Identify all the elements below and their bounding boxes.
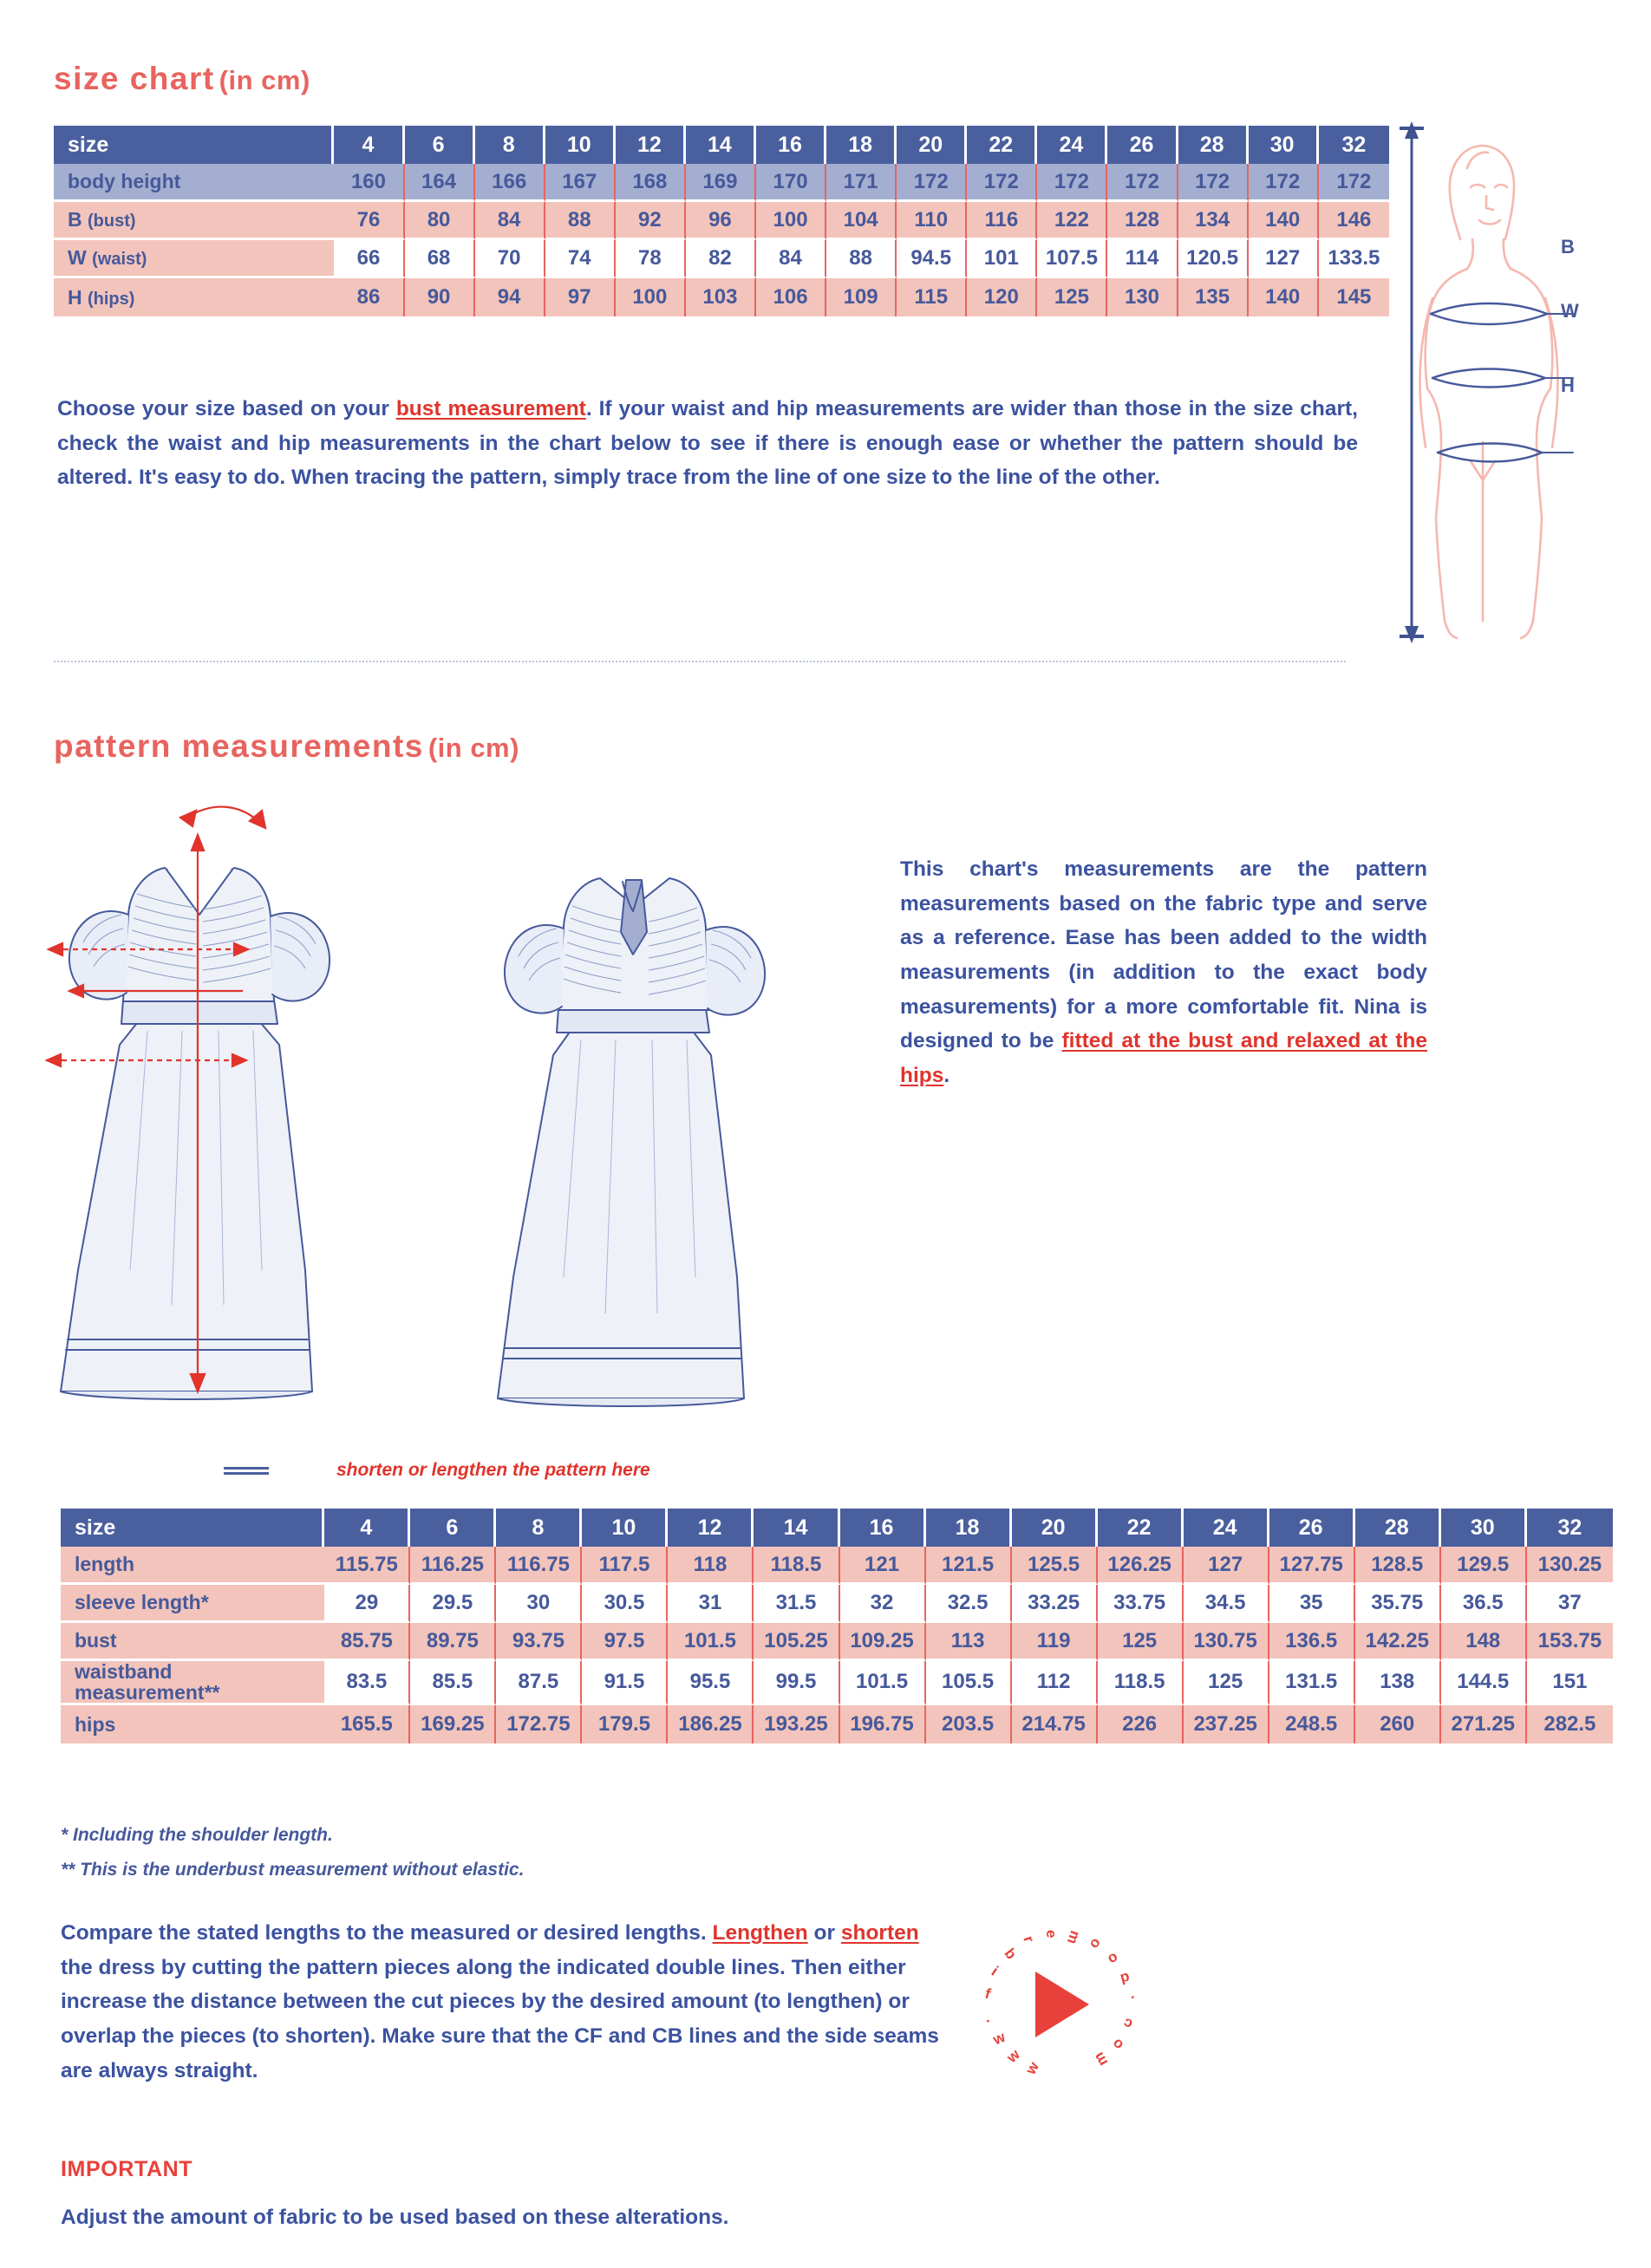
pattern-measurements-header-row [61, 1509, 1613, 1547]
pattern-cell: 95.5 [668, 1661, 754, 1705]
table-row [54, 202, 1389, 240]
size-chart-table [54, 126, 1389, 316]
alteration-instructions [61, 1916, 945, 2088]
size-chart-cell: 104 [826, 202, 897, 240]
pattern-size-column-30: 30 [1441, 1509, 1527, 1547]
size-chart-cell: 109 [826, 278, 897, 316]
size-chart-cell: 127 [1249, 240, 1319, 278]
size-chart-cell: 172 [1037, 164, 1107, 202]
size-chart-cell: 88 [826, 240, 897, 278]
size-chart-size-column-32: 32 [1319, 126, 1389, 164]
pattern-cell: 131.5 [1269, 1661, 1355, 1705]
size-chart-cell: 169 [686, 164, 756, 202]
size-chart-cell: 115 [897, 278, 967, 316]
logo-ring-char: c [1120, 2014, 1135, 2033]
size-chart-cell: 135 [1178, 278, 1249, 316]
size-chart-cell: 78 [616, 240, 686, 278]
pattern-size-column-10: 10 [582, 1509, 668, 1547]
pattern-size-column-32: 32 [1527, 1509, 1613, 1547]
pattern-cell: 112 [1012, 1661, 1098, 1705]
size-chart-cell: 84 [756, 240, 826, 278]
pattern-cell: 101.5 [668, 1623, 754, 1661]
bust-marker-label: B [1561, 236, 1575, 257]
pattern-cell: 29.5 [410, 1585, 496, 1623]
size-chart-size-column-30: 30 [1249, 126, 1319, 164]
pattern-cell: 128.5 [1355, 1547, 1441, 1585]
pattern-cell: 179.5 [582, 1705, 668, 1743]
dress-back-technical-drawing [468, 802, 850, 1426]
pattern-cell: 125 [1184, 1661, 1269, 1705]
logo-ring-char: . [985, 2009, 991, 2026]
size-chart-size-column-26: 26 [1107, 126, 1178, 164]
legend-label: shorten or lengthen the pattern here [336, 1460, 650, 1480]
footnote-two: ** This is the underbust measurement without elastic. [61, 1860, 525, 1880]
size-chart-size-column-24: 24 [1037, 126, 1107, 164]
pattern-note-part-2: . [943, 1064, 950, 1088]
size-chart-cell: 82 [686, 240, 756, 278]
table-row [54, 278, 1389, 316]
size-chart-cell: 171 [826, 164, 897, 202]
size-chart-instructions [57, 392, 1358, 495]
size-chart-cell: 164 [405, 164, 475, 202]
size-chart-cell: 168 [616, 164, 686, 202]
pattern-measurements-title [54, 728, 519, 765]
important-heading: IMPORTANT [61, 2157, 193, 2181]
pattern-size-column-6: 6 [410, 1509, 496, 1547]
size-chart-cell: 66 [334, 240, 404, 278]
size-chart-cell: 130 [1107, 278, 1178, 316]
size-chart-cell: 172 [1249, 164, 1319, 202]
size-chart-title-sub: (in cm) [219, 65, 310, 95]
pattern-row-label: hips [61, 1705, 324, 1743]
size-chart-cell: 100 [756, 202, 826, 240]
pattern-size-column-20: 20 [1012, 1509, 1098, 1547]
size-chart-cell: 145 [1319, 278, 1389, 316]
pattern-cell: 31.5 [754, 1585, 839, 1623]
logo-ring-char: o [1086, 1935, 1106, 1953]
size-chart-cell: 134 [1178, 202, 1249, 240]
pattern-cell: 144.5 [1441, 1661, 1527, 1705]
size-chart-cell: 88 [545, 202, 616, 240]
size-chart-cell: 120 [967, 278, 1037, 316]
alteration-instruction-part-1[interactable]: Lengthen [712, 1921, 808, 1945]
logo-ring-char: m [1063, 1928, 1084, 1946]
size-chart-cell: 140 [1249, 202, 1319, 240]
pattern-cell: 35.75 [1355, 1585, 1441, 1623]
pattern-cell: 89.75 [410, 1623, 496, 1661]
pattern-cell: 30 [496, 1585, 582, 1623]
pattern-cell: 121 [840, 1547, 926, 1585]
size-chart-cell: 167 [545, 164, 616, 202]
pattern-size-column-28: 28 [1355, 1509, 1441, 1547]
table-row [61, 1623, 1613, 1661]
size-chart-cell: 116 [967, 202, 1037, 240]
logo-ring-char: f [983, 1984, 993, 2003]
logo-ring-char: o [1108, 2035, 1127, 2054]
size-chart-title [54, 61, 310, 97]
alteration-instruction-part-2: or [807, 1921, 841, 1945]
pattern-measurements-table [61, 1509, 1613, 1743]
pattern-cell: 142.25 [1355, 1623, 1441, 1661]
size-chart-cell: 125 [1037, 278, 1107, 316]
size-chart-cell: 90 [405, 278, 475, 316]
pattern-measurements-title-sub: (in cm) [427, 733, 519, 763]
pattern-cell: 37 [1527, 1585, 1613, 1623]
size-chart-cell: 94.5 [897, 240, 967, 278]
size-chart-size-column-28: 28 [1178, 126, 1249, 164]
play-triangle-icon [1035, 1971, 1089, 2037]
pattern-cell: 33.75 [1098, 1585, 1184, 1623]
size-chart-row-label: body height [54, 164, 334, 202]
pattern-size-column-26: 26 [1269, 1509, 1355, 1547]
pattern-size-column-18: 18 [926, 1509, 1012, 1547]
logo-ring-char: w [990, 2028, 1008, 2049]
table-row [61, 1705, 1613, 1743]
size-chart-row-label: W (waist) [54, 240, 334, 278]
pattern-cell: 34.5 [1184, 1585, 1269, 1623]
pattern-cell: 35 [1269, 1585, 1355, 1623]
logo-ring-char: w [1022, 2059, 1043, 2077]
pattern-cell: 214.75 [1012, 1705, 1098, 1743]
pattern-cell: 130.75 [1184, 1623, 1269, 1661]
size-chart-cell: 128 [1107, 202, 1178, 240]
table-row [54, 240, 1389, 278]
pattern-cell: 105.25 [754, 1623, 839, 1661]
table-row [61, 1585, 1613, 1623]
pattern-row-label: sleeve length* [61, 1585, 324, 1623]
pattern-cell: 87.5 [496, 1661, 582, 1705]
size-chart-size-column-14: 14 [686, 126, 756, 164]
size-chart-cell: 172 [967, 164, 1037, 202]
size-chart-cell: 84 [475, 202, 545, 240]
pattern-cell: 91.5 [582, 1661, 668, 1705]
alteration-instruction-part-3[interactable]: shorten [840, 1921, 919, 1945]
pattern-size-column-12: 12 [668, 1509, 754, 1547]
pattern-cell: 33.25 [1012, 1585, 1098, 1623]
pattern-note-part-0: This chart's measurements are the pattern measurements based on the fabric type and serve as a reference. Ease has been added to the width measurements (in addition to the exact body measurements) for a more comfortable fit. Nina is designed to be [900, 857, 1427, 1053]
pattern-cell: 119 [1012, 1623, 1098, 1661]
pattern-measurements-title-main: pattern measurements [54, 728, 424, 764]
logo-ring-char: r [1020, 1933, 1038, 1945]
pattern-cell: 153.75 [1527, 1623, 1613, 1661]
size-chart-cell: 68 [405, 240, 475, 278]
size-chart-cell: 110 [897, 202, 967, 240]
pattern-cell: 271.25 [1441, 1705, 1527, 1743]
hips-marker-label: H [1561, 375, 1575, 396]
size-chart-instruction-part-2: . If your waist and hip measurements are wider than those in the size chart, check the waist and hip measurements in the chart below to see if there is enough ease or whether the pattern should be altered. It's easy to do. When tracing the pattern, simply trace from the line of one size to the line of the other. [57, 397, 1358, 490]
pattern-cell: 31 [668, 1585, 754, 1623]
pattern-cell: 237.25 [1184, 1705, 1269, 1743]
pattern-cell: 117.5 [582, 1547, 668, 1585]
size-chart-size-column-16: 16 [756, 126, 826, 164]
size-chart-cell: 172 [1107, 164, 1178, 202]
size-chart-cell: 146 [1319, 202, 1389, 240]
size-chart-row-label: H (hips) [54, 278, 334, 316]
pattern-cell: 93.75 [496, 1623, 582, 1661]
size-chart-row-label: B (bust) [54, 202, 334, 240]
pattern-cell: 130.25 [1527, 1547, 1613, 1585]
size-chart-size-column-10: 10 [545, 126, 616, 164]
pattern-cell: 186.25 [668, 1705, 754, 1743]
size-chart-cell: 86 [334, 278, 404, 316]
size-chart-cell: 97 [545, 278, 616, 316]
logo-ring-char: o [1105, 1949, 1122, 1968]
pattern-cell: 127.75 [1269, 1547, 1355, 1585]
size-chart-cell: 70 [475, 240, 545, 278]
footnote-one: * Including the shoulder length. [61, 1825, 333, 1845]
size-chart-cell: 106 [756, 278, 826, 316]
alteration-instruction-part-4: the dress by cutting the pattern pieces along the indicated double lines. Then either increase the distance between the cut pieces by the desired amount (to lengthen) or overlap the pieces (to shorten). Make sure that the CF and CB lines and the side seams are always straight. [61, 1955, 939, 2082]
size-chart-instruction-part-1[interactable]: bust measurement [395, 397, 586, 420]
pattern-cell: 248.5 [1269, 1705, 1355, 1743]
pattern-size-column-22: 22 [1098, 1509, 1184, 1547]
pattern-cell: 36.5 [1441, 1585, 1527, 1623]
pattern-cell: 30.5 [582, 1585, 668, 1623]
logo-ring-char: i [988, 1963, 1002, 1979]
size-chart-size-column-22: 22 [967, 126, 1037, 164]
pattern-cell: 138 [1355, 1661, 1441, 1705]
pattern-cell: 169.25 [410, 1705, 496, 1743]
pattern-cell: 172.75 [496, 1705, 582, 1743]
size-chart-cell: 166 [475, 164, 545, 202]
size-chart-size-column-8: 8 [475, 126, 545, 164]
pattern-cell: 32.5 [926, 1585, 1012, 1623]
size-chart-cell: 92 [616, 202, 686, 240]
size-chart-body [54, 164, 1389, 316]
size-chart-cell: 160 [334, 164, 404, 202]
size-chart-size-column-20: 20 [897, 126, 967, 164]
pattern-cell: 109.25 [840, 1623, 926, 1661]
size-chart-cell: 172 [1319, 164, 1389, 202]
size-chart-size-column-18: 18 [826, 126, 897, 164]
pattern-cell: 118.5 [1098, 1661, 1184, 1705]
size-chart-cell: 170 [756, 164, 826, 202]
pattern-cell: 260 [1355, 1705, 1441, 1743]
size-chart-title-main: size chart [54, 61, 215, 96]
size-chart-cell: 140 [1249, 278, 1319, 316]
pattern-row-label: length [61, 1547, 324, 1585]
size-chart-cell: 172 [1178, 164, 1249, 202]
table-row [61, 1547, 1613, 1585]
pattern-row-label: waistband measurement** [61, 1661, 324, 1705]
pattern-cell: 129.5 [1441, 1547, 1527, 1585]
size-chart-cell: 103 [686, 278, 756, 316]
pattern-cell: 196.75 [840, 1705, 926, 1743]
size-chart-header-row [54, 126, 1389, 164]
size-chart-header-size-label: size [54, 126, 334, 164]
logo-ring-char: . [1130, 1992, 1136, 2010]
pattern-cell: 127 [1184, 1547, 1269, 1585]
alteration-instruction-part-0: Compare the stated lengths to the measured or desired lengths. [61, 1921, 713, 1945]
important-text: Adjust the amount of fabric to be used based on these alterations. [61, 2206, 729, 2229]
pattern-cell: 113 [926, 1623, 1012, 1661]
size-chart-cell: 101 [967, 240, 1037, 278]
pattern-cell: 193.25 [754, 1705, 839, 1743]
pattern-cell: 282.5 [1527, 1705, 1613, 1743]
section-divider [54, 661, 1346, 662]
pattern-measurements-body [61, 1547, 1613, 1743]
size-chart-cell: 133.5 [1319, 240, 1389, 278]
pattern-cell: 101.5 [840, 1661, 926, 1705]
size-chart-cell: 172 [897, 164, 967, 202]
pattern-cell: 126.25 [1098, 1547, 1184, 1585]
size-chart-cell: 96 [686, 202, 756, 240]
pattern-cell: 115.75 [324, 1547, 410, 1585]
pattern-cell: 118.5 [754, 1547, 839, 1585]
pattern-cell: 83.5 [324, 1661, 410, 1705]
pattern-note-part-1[interactable]: fitted at the bust and relaxed at the hips [900, 1029, 1427, 1088]
pattern-size-column-24: 24 [1184, 1509, 1269, 1547]
pattern-size-column-16: 16 [840, 1509, 926, 1547]
table-row [61, 1661, 1613, 1705]
size-chart-cell: 94 [475, 278, 545, 316]
size-chart-size-column-4: 4 [334, 126, 404, 164]
pattern-cell: 203.5 [926, 1705, 1012, 1743]
logo-ring-char: b [1001, 1945, 1020, 1963]
size-chart-cell: 107.5 [1037, 240, 1107, 278]
pattern-cell: 85.5 [410, 1661, 496, 1705]
pattern-cell: 165.5 [324, 1705, 410, 1743]
size-chart-cell: 76 [334, 202, 404, 240]
pattern-cell: 148 [1441, 1623, 1527, 1661]
pattern-cell: 85.75 [324, 1623, 410, 1661]
pattern-cell: 226 [1098, 1705, 1184, 1743]
pattern-cell: 125 [1098, 1623, 1184, 1661]
logo-ring-char: d [1119, 1969, 1132, 1988]
logo-ring-char: m [1090, 2049, 1112, 2069]
waist-marker-label: W [1561, 300, 1579, 322]
size-chart-cell: 122 [1037, 202, 1107, 240]
table-row [54, 164, 1389, 202]
pattern-cell: 116.25 [410, 1547, 496, 1585]
logo-ring-char: e [1043, 1930, 1060, 1939]
pattern-row-label: bust [61, 1623, 324, 1661]
pattern-cell: 125.5 [1012, 1547, 1098, 1585]
pattern-size-column-14: 14 [754, 1509, 839, 1547]
dress-front-technical-drawing [26, 785, 451, 1426]
pattern-cell: 151 [1527, 1661, 1613, 1705]
pattern-header-size-label: size [61, 1509, 324, 1547]
body-figure-diagram [1387, 113, 1648, 650]
pattern-cell: 118 [668, 1547, 754, 1585]
pattern-size-column-4: 4 [324, 1509, 410, 1547]
pattern-cell: 116.75 [496, 1547, 582, 1585]
pattern-size-column-8: 8 [496, 1509, 582, 1547]
size-chart-cell: 100 [616, 278, 686, 316]
pattern-measurements-note [900, 852, 1427, 1093]
pattern-cell: 105.5 [926, 1661, 1012, 1705]
logo-ring-char: w [1003, 2045, 1023, 2066]
size-chart-size-column-6: 6 [405, 126, 475, 164]
size-chart-size-column-12: 12 [616, 126, 686, 164]
size-chart-cell: 114 [1107, 240, 1178, 278]
fibremood-logo[interactable] [973, 1918, 1146, 2091]
size-chart-instruction-part-0: Choose your size based on your [57, 397, 396, 420]
pattern-cell: 99.5 [754, 1661, 839, 1705]
pattern-cell: 136.5 [1269, 1623, 1355, 1661]
size-chart-cell: 120.5 [1178, 240, 1249, 278]
size-chart-cell: 74 [545, 240, 616, 278]
pattern-cell: 121.5 [926, 1547, 1012, 1585]
pattern-cell: 29 [324, 1585, 410, 1623]
pattern-cell: 32 [840, 1585, 926, 1623]
pattern-cell: 97.5 [582, 1623, 668, 1661]
size-chart-cell: 80 [405, 202, 475, 240]
double-line-legend-icon [224, 1467, 269, 1475]
